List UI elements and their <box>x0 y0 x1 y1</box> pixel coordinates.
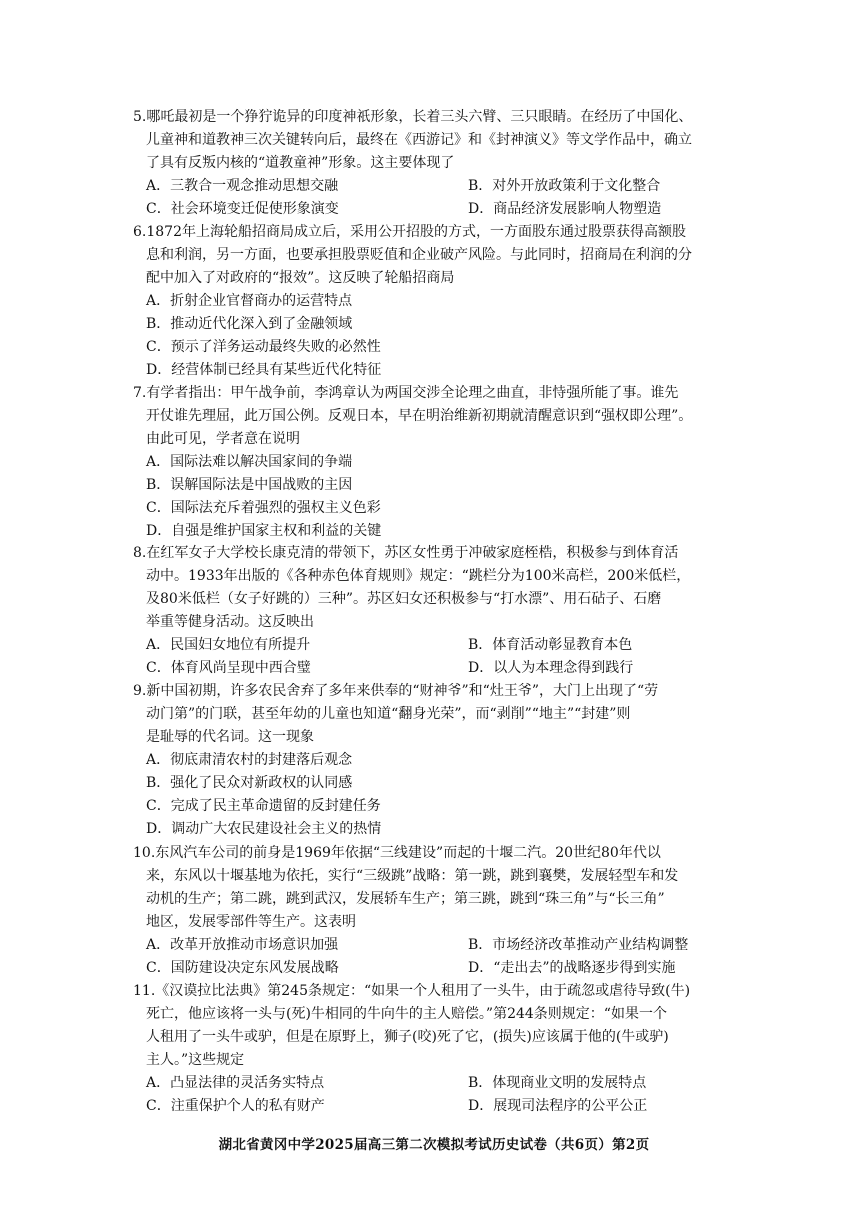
question-number: 5. <box>133 109 147 125</box>
option-c: C．国际法充斥着强烈的强权主义色彩 <box>146 500 381 516</box>
option-d: D．经营体制已经具有某些近代化特征 <box>146 362 382 378</box>
option-a: A．民国妇女地位有所提升 <box>146 637 311 653</box>
question-11 <box>133 980 733 1118</box>
option-d: D．“走出去”的战略逐步得到实施 <box>468 960 676 976</box>
option-d: D．自强是维护国家主权和利益的关键 <box>146 523 382 539</box>
question-number: 10. <box>133 845 156 861</box>
question-8 <box>133 542 733 680</box>
question-number: 9. <box>133 683 147 699</box>
question-stem: 6.1872年上海轮船招商局成立后，采用公开招股的方式，一方面股东通过股票获得高额股 息和利润，另一方面，也要承担股票贬值和企业破产风险。与此同时，招商局在利润的分 配中加入了对政府的“报效”。这反映了轮船招商局 <box>133 221 733 290</box>
question-stem: 11.《汉谟拉比法典》第245条规定：“如果一个人租用了一头牛，由于疏忽或虐待导致(牛) 死亡，他应该将一头与(死)牛相同的牛向牛的主人赔偿。”第244条则规定：“如果一个 人租用了一头牛或驴，但是在原野上，狮子(咬)死了它，(损失)应该属于他的(牛或驴) 主人。”这些规定 <box>133 980 733 1072</box>
option-a: A．国际法难以解决国家间的争端 <box>146 454 353 470</box>
question-stem: 7.有学者指出：甲午战争前，李鸿章认为两国交涉全论理之曲直，非恃强所能了事。谁先 开仗谁先理屈，此万国公例。反观日本，早在明治维新初期就清醒意识到“强权即公理”。 由此可见，学者意在说明 <box>133 382 733 451</box>
question-number: 8. <box>133 545 147 561</box>
question-stem: 5.哪吒最初是一个狰狞诡异的印度神祇形象，长着三头六臂、三只眼睛。在经历了中国化、 儿童神和道教神三次关键转向后，最终在《西游记》和《封神演义》等文学作品中，确立 了具有反叛内核的“道教童神”形象。这主要体现了 <box>133 106 733 175</box>
option-b: B．体育活动彰显教育本色 <box>468 637 633 653</box>
question-7 <box>133 382 733 543</box>
option-b: B．推动近代化深入到了金融领域 <box>146 316 353 332</box>
question-stem: 8.在红军女子大学校长康克清的带领下，苏区女性勇于冲破家庭桎梏，积极参与到体育活 动中。1933年出版的《各种赤色体育规则》规定：“跳栏分为100米高栏，200米低栏， 及80米低栏（女子好跳的）三种”。苏区妇女还积极参与“打水漂”、用石砧子、石磨 举重等健身活动。这反映出 <box>133 542 733 634</box>
option-b: B．体现商业文明的发展特点 <box>468 1075 647 1091</box>
option-c: C．预示了洋务运动最终失败的必然性 <box>146 339 381 355</box>
option-d: D．调动广大农民建设社会主义的热情 <box>146 821 382 837</box>
option-d: D．以人为本理念得到践行 <box>468 660 634 676</box>
option-c: C．社会环境变迁促使形象演变 <box>146 201 339 217</box>
option-d: D．商品经济发展影响人物塑造 <box>468 201 662 217</box>
option-a: A．改革开放推动市场意识加强 <box>146 937 339 953</box>
question-6 <box>133 221 733 382</box>
option-b: B．对外开放政策利于文化整合 <box>468 178 661 194</box>
question-10 <box>133 842 733 980</box>
options <box>133 175 733 221</box>
option-c: C．完成了民主革命遗留的反封建任务 <box>146 798 381 814</box>
options <box>133 934 733 980</box>
option-d: D．展现司法程序的公平公正 <box>468 1098 648 1114</box>
options <box>133 1072 733 1118</box>
options <box>133 634 733 680</box>
option-c: C．国防建设决定东风发展战略 <box>146 960 339 976</box>
question-9 <box>133 680 733 841</box>
option-c: C．注重保护个人的私有财产 <box>146 1098 325 1114</box>
option-b: B．误解国际法是中国战败的主因 <box>146 477 353 493</box>
option-a: A．折射企业官督商办的运营特点 <box>146 293 353 309</box>
option-b: B．强化了民众对新政权的认同感 <box>146 775 353 791</box>
page-footer: 湖北省黄冈中学2025届高三第二次模拟考试历史试卷（共6页）第2页 <box>218 1137 650 1153</box>
option-c: C．体育风尚呈现中西合璧 <box>146 660 311 676</box>
question-stem: 10.东风汽车公司的前身是1969年依据“三线建设”而起的十堰二汽。20世纪80年代以 来，东风以十堰基地为依托，实行“三级跳”战略：第一跳，跳到襄樊，发展轻型车和发 动机的生产；第二跳，跳到武汉，发展轿车生产；第三跳，跳到“珠三角”与“长三角” 地区，发展零部件等生产。这表明 <box>133 842 733 934</box>
option-a: A．三教合一观念推动思想交融 <box>146 178 339 194</box>
question-stem: 9.新中国初期，许多农民舍弃了多年来供奉的“财神爷”和“灶王爷”，大门上出现了“劳 动门第”的门联，甚至年幼的儿童也知道“翻身光荣”，而“剥削”“地主”“封建”则 是耻辱的代名词。这一现象 <box>133 680 733 749</box>
option-a: A．凸显法律的灵活务实特点 <box>146 1075 325 1091</box>
option-b: B．市场经济改革推动产业结构调整 <box>468 937 689 953</box>
question-number: 7. <box>133 385 147 401</box>
question-number: 6. <box>133 224 147 240</box>
question-5 <box>133 106 733 221</box>
question-number: 11. <box>133 983 156 999</box>
option-a: A．彻底肃清农村的封建落后观念 <box>146 752 353 768</box>
